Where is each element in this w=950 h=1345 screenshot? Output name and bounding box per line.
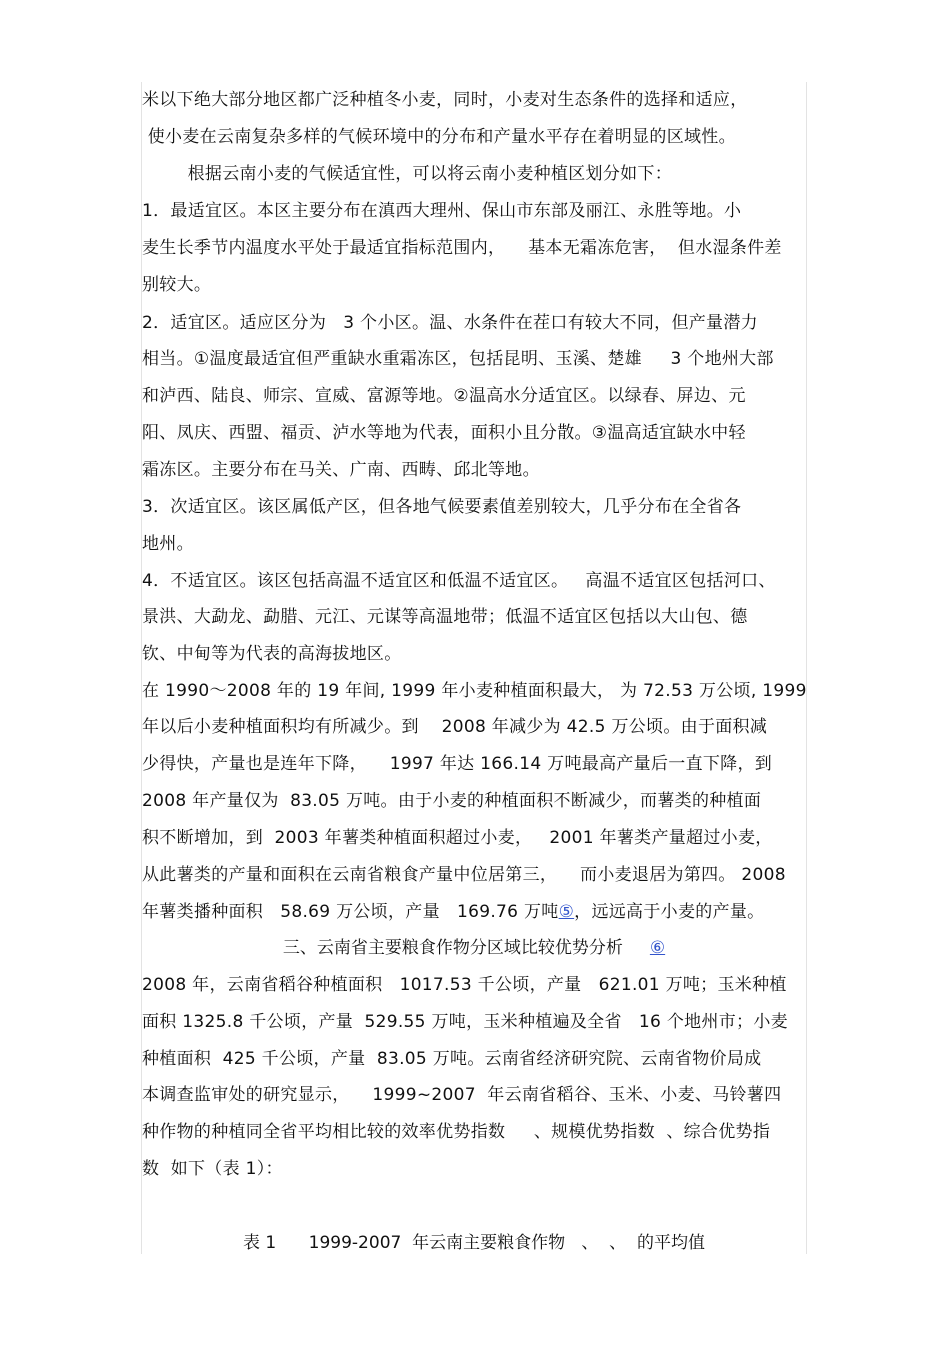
text-line: 2．适宜区。适应区分为 3 个小区。温、水条件在茬口有较大不同，但产量潜力 [142, 313, 758, 333]
text-span: 年薯类播种面积 58.69 万公顷，产量 169.76 万吨 [142, 902, 559, 922]
section-heading-text: 三、云南省主要粮食作物分区域比较优势分析 [282, 938, 650, 958]
text-line: 少得快，产量也是连年下降， 1997 年达 166.14 万吨最高产量后一直下降，到 [142, 754, 773, 774]
text-line: 积不断增加，到 2003 年薯类种植面积超过小麦， 2001 年薯类产量超过小麦， [142, 828, 773, 848]
text-line: 和泸西、陆良、师宗、宣威、富源等地。②温高水分适宜区。以绿春、屏边、元 [142, 386, 746, 406]
right-margin-rule [806, 82, 807, 1254]
text-line: 数 如下（表 1）： [142, 1159, 283, 1179]
text-line: 种植面积 425 千公顷，产量 83.05 万吨。云南省经济研究院、云南省物价局成 [142, 1049, 762, 1069]
text-line: 本调查监审处的研究显示， 1999~2007 年云南省稻谷、玉米、小麦、马铃薯四 [142, 1085, 782, 1105]
text-line [142, 902, 764, 922]
text-span: ，远远高于小麦的产量。 [574, 902, 765, 922]
text-line: 麦生长季节内温度水平处于最适宜指标范围内， 基本无霜冻危害， 但水湿条件差 [142, 238, 782, 258]
table-caption: 表 1 1999-2007 年云南主要粮食作物 、 、 的平均值 [243, 1233, 705, 1253]
section-heading [142, 938, 806, 958]
text-line: 在 1990～2008 年的 19 年间, 1999 年小麦种植面积最大， 为 72.53 万公顷, 1999 [142, 681, 807, 701]
text-line: 米以下绝大部分地区都广泛种植冬小麦，同时，小麦对生态条件的选择和适应， [142, 90, 748, 110]
footnote-ref-link[interactable]: ⑥ [649, 938, 666, 958]
text-line: 使小麦在云南复杂多样的气候环境中的分布和产量水平存在着明显的区域性。 [142, 127, 736, 147]
text-line: 阳、凤庆、西盟、福贡、泸水等地为代表，面积小且分散。③温高适宜缺水中轻 [142, 423, 746, 443]
text-line: 钦、中甸等为代表的高海拔地区。 [142, 644, 402, 664]
text-line: 面积 1325.8 千公顷，产量 529.55 万吨，玉米种植遍及全省 16 个地州市；小麦 [142, 1012, 788, 1032]
text-line: 景洪、大勐龙、勐腊、元江、元谋等高温地带；低温不适宜区包括以大山包、德 [142, 607, 748, 627]
text-line: 2008 年产量仅为 83.05 万吨。由于小麦的种植面积不断减少，而薯类的种植面 [142, 791, 762, 811]
text-line: 3．次适宜区。该区属低产区，但各地气候要素值差别较大，几乎分布在全省各 [142, 497, 742, 517]
text-line: 地州。 [142, 534, 194, 554]
text-line: 1．最适宜区。本区主要分布在滇西大理州、保山市东部及丽江、永胜等地。小 [142, 201, 742, 221]
text-line: 种作物的种植同全省平均相比较的效率优势指数 、规模优势指数 、综合优势指 [142, 1122, 771, 1142]
text-line: 别较大。 [142, 275, 212, 295]
text-line: 4．不适宜区。该区包括高温不适宜区和低温不适宜区。 高温不适宜区包括河口、 [142, 571, 776, 591]
text-line: 根据云南小麦的气候适宜性，可以将云南小麦种植区划分如下： [142, 164, 673, 184]
text-line: 2008 年，云南省稻谷种植面积 1017.53 千公顷，产量 621.01 万吨；玉米种植 [142, 975, 787, 995]
footnote-ref-link[interactable]: ⑤ [558, 902, 575, 922]
text-line: 霜冻区。主要分布在马关、广南、西畴、邱北等地。 [142, 460, 540, 480]
text-line: 年以后小麦种植面积均有所减少。到 2008 年减少为 42.5 万公顷。由于面积减 [142, 717, 768, 737]
text-line: 相当。①温度最适宜但严重缺水重霜冻区，包括昆明、玉溪、楚雄 3 个地州大部 [142, 349, 774, 369]
text-line: 从此薯类的产量和面积在云南省粮食产量中位居第三， 而小麦退居为第四。 2008 [142, 865, 786, 885]
